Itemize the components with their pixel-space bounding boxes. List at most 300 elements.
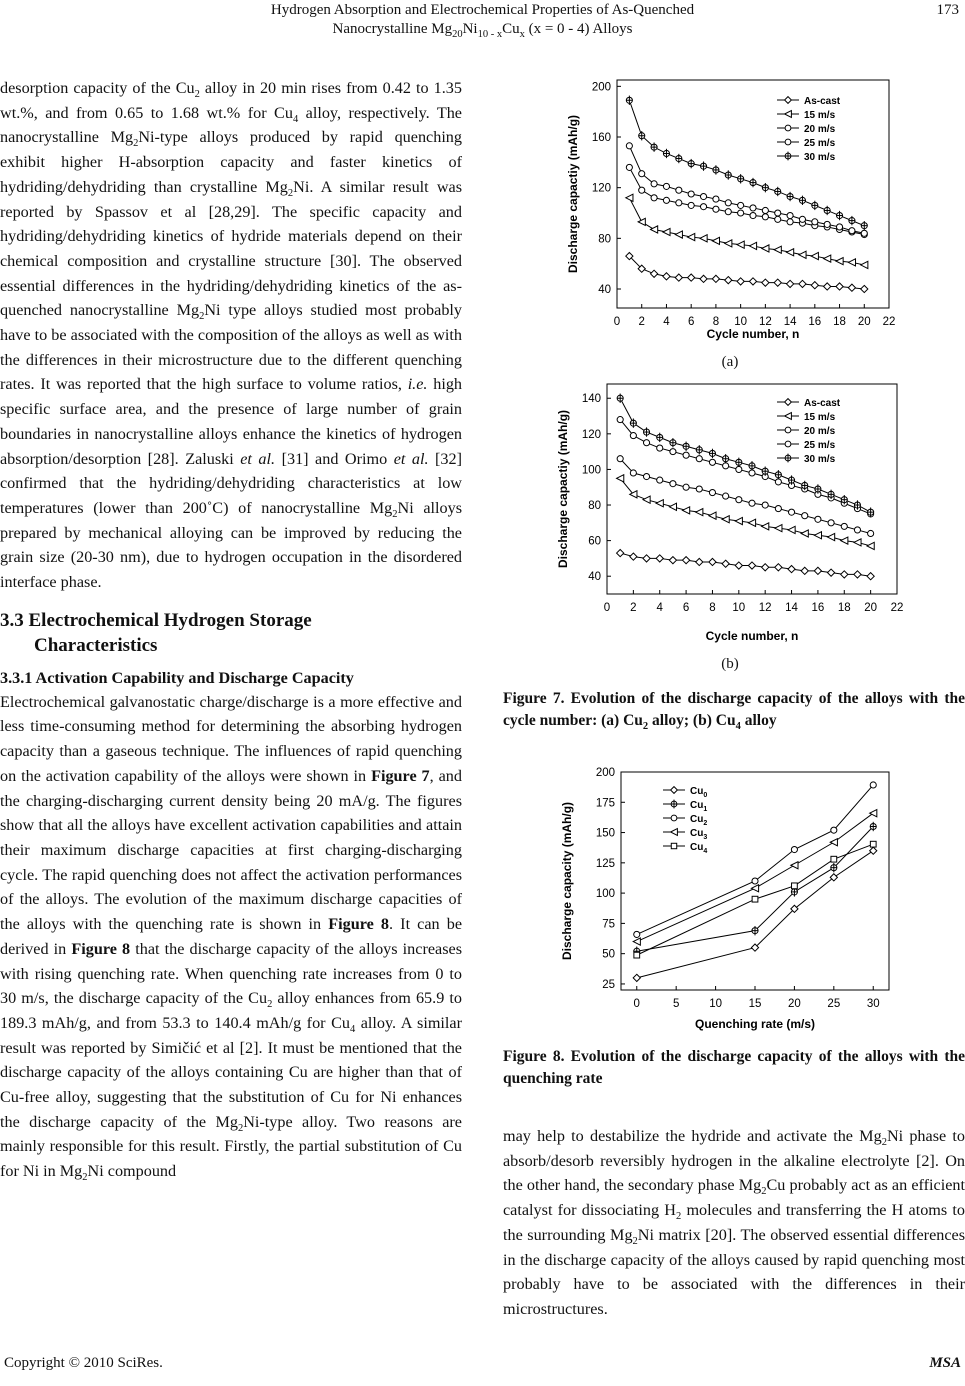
legend-marker [785,111,792,118]
data-point [670,449,676,455]
data-point [775,506,781,512]
data-point [709,512,716,519]
data-point [748,519,755,526]
data-point [630,553,637,560]
legend-marker [671,829,678,836]
x-tick-label: 12 [758,316,772,328]
data-point [854,571,861,578]
x-tick-label: 4 [656,602,663,614]
data-point [791,846,797,852]
data-point [688,274,695,281]
data-point [854,527,860,533]
data-point [713,165,719,174]
data-point [831,856,837,862]
x-tick-label: 22 [890,602,904,614]
legend-label: 15 m/s [804,412,836,423]
y-tick-label: 40 [588,571,601,584]
legend-label: 25 m/s [804,440,836,451]
data-point [634,952,640,958]
section-heading: 3.3 Electrochemical Hydrogen Storage Characteristics [0,609,312,656]
series-20-m-s [626,164,867,237]
data-point [867,542,874,549]
data-point [848,259,855,266]
data-point [663,273,670,280]
figure-7a-label: (a) [721,354,739,370]
data-point [725,200,731,206]
data-point [762,245,769,252]
data-point [651,181,657,187]
x-axis-label: Cycle number, n [705,629,799,643]
data-point [799,196,805,205]
data-point [827,569,834,576]
data-point [861,261,868,268]
legend-label: 30 m/s [804,454,836,465]
page-header [0,0,965,45]
data-point [736,458,742,467]
y-tick-label: 40 [598,284,611,296]
data-point [868,530,874,536]
data-point [713,196,719,202]
data-point [762,564,769,571]
data-point [617,549,624,556]
legend-marker [671,843,676,848]
data-point [861,230,867,236]
data-point [669,557,676,564]
data-point [750,212,756,218]
data-point [836,258,843,265]
data-point [811,252,818,259]
data-point [749,461,755,470]
data-point [799,216,805,222]
data-point [830,839,837,846]
data-point [633,938,640,945]
x-tick-label: 6 [687,316,695,328]
x-tick-label: 15 [748,998,762,1010]
x-tick-label: 0 [613,316,621,328]
data-point [775,479,781,485]
legend-marker [785,413,792,420]
data-point [656,500,663,507]
data-point [643,555,650,562]
figure-7b [555,378,905,655]
x-tick-label: 8 [712,316,720,328]
series-15-m-s [617,475,875,550]
y-tick-label: 200 [595,767,615,779]
data-point [786,249,793,256]
left-column [0,76,462,1184]
x-tick-label: 25 [827,998,841,1010]
series-line [637,785,873,934]
series-cu0 [633,847,877,981]
data-point [841,537,848,544]
data-point [657,477,663,483]
data-point [762,214,768,220]
data-point [870,822,876,831]
data-point [841,571,848,578]
data-point [670,438,676,447]
legend-marker [785,152,791,161]
legend-marker [671,787,678,794]
x-tick-label: 5 [672,998,680,1010]
series-30-m-s [617,394,874,517]
body-paragraph: desorption capacity of the $Cu_2$ alloy in 20 min rises from 0.42 to 1.35 wt.%, and from 0.65 to 1.68 wt.% for $Cu_4$ alloy, respectively. The nanocrystalline $Mg_2Ni$-type alloys produced by rapid quenching exhibit higher H-absorption capacity and faster kinetics of hydriding/dehydriding than crystalline $Mg_2Ni$. A similar result was reported by Spassov et al [28,29]. The specific capacity and hydriding/dehydriding kinetics of hydride materials depend on their chemical composition and crystalline structure [30]. The observed essential differences in the hydriding/dehydriding kinetics of the as-quenched nanocrystalline $Mg_2Ni$ type alloys studied most probably have to be associated with the composition of the alloys as well as with the differences in their microstructure due to the different quenching rates. It was reported that the high surface to volume ratios, i.e. high specific surface area, and the presence of large number of grain boundaries in nanocrystalline alloys enhance the kinetics of hydrogen absorption/desorption [28]. Zaluski et al. [31] and Orimo et al. [32] confirmed that the hydriding/dehydriding characteristics at low temperatures (lower than 200˚C) of nanocrystalline $Mg_2Ni$ alloys prepared by mechanical alloying can be improved by reducing the grain size (20-30 nm), due to hydrogen occupation in the disordered interface phase. [0,79,463,592]
y-tick-label: 100 [595,888,615,901]
legend-label: As-cast [804,96,841,107]
x-tick-label: 4 [663,316,670,328]
data-point [712,237,719,244]
data-point [836,224,842,230]
data-point [688,233,695,240]
legend-label: 20 m/s [804,124,836,135]
page-number: 173 [936,2,959,18]
data-point [696,509,703,516]
data-point [657,445,663,451]
data-point [709,489,715,495]
data-point [815,516,821,522]
running-title-line2: Nanocrystalline $Mg_{20}Ni_{10 - x}Cu_x$ (x = 0 - 4) Alloys [332,21,633,40]
data-point [775,564,782,571]
data-point [669,503,676,510]
data-point [725,240,732,247]
y-tick-label: 75 [602,918,615,931]
data-point [638,218,645,225]
y-tick-label: 80 [598,233,611,246]
data-point [748,562,755,569]
data-point [762,207,768,213]
data-point [841,523,847,529]
y-axis-label: Discharge capacity (mAh/g) [560,801,574,961]
data-point [639,171,645,177]
data-point [670,481,676,487]
data-point [749,278,756,285]
data-point [787,219,793,225]
data-point [750,205,756,211]
copyright: Copyright © 2010 SciRes. [4,1355,163,1371]
data-point [867,573,874,580]
data-point [762,279,769,286]
data-point [712,275,719,282]
body-paragraph: Electrochemical galvanostatic charge/discharge is a more effective and less time-consuming method for determining the absorbing hydrogen capacity than a gaseous technique. The influences of rapid quenching on the activation capability of the alloys were shown in Figure 7, and the charging-discharging current density being 20 mA/g. The figures show that all the alloys have excellent activation capabilities and attain their maximum discharge capacities at first charging-discharging cycle. The rapid quenching does not affect the activation performances of the alloys. The evolution of the maximum discharge capacities of the alloys with the quenching rate is shown in Figure 8. It can be derived in Figure 8 that the discharge capacity of the alloys increases with rising quenching rate. When quenching rate increases from 0 to 30 m/s, the discharge capacity of the $Cu_2$ alloy enhances from 65.9 to 189.3 mAh/g, and from 53.3 to 140.4 mAh/g for $Cu_4$ alloy. A similar result was reported by Simičić et al [2]. It must be mentioned that the discharge capacity of the alloys containing Cu are higher than that of Cu-free alloy, suggesting that the substitution of Cu for Ni enhances the discharge capacity of the $Mg_2Ni$-type alloy. Two reasons are mainly responsible for this result. Firstly, the partial substitution of Cu for Ni in $Mg_2Ni$ compound [0,692,463,1184]
data-point [650,270,657,277]
x-tick-label: 6 [682,602,690,614]
legend-label: 20 m/s [804,426,836,437]
data-point [643,496,650,503]
data-point [799,251,806,258]
data-point [617,456,623,462]
data-point [626,143,632,149]
data-point [736,497,742,503]
data-point [752,926,758,935]
data-point [675,231,682,238]
x-tick-label: 18 [837,602,851,614]
data-point [870,847,877,854]
data-point [824,221,830,227]
data-point [848,284,855,291]
data-point [824,283,831,290]
data-point [683,442,689,451]
data-point [828,520,834,526]
data-point [626,164,632,170]
series-cu4 [634,841,876,958]
data-point [651,195,657,201]
figure-7-caption: Figure 7. Evolution of the discharge capacity of the alloys with the cycle number: (a) $Cu_2$ alloy; (b) $Cu_4$ alloy [503,690,965,733]
data-point [683,484,689,490]
data-point [791,862,798,869]
y-tick-label: 25 [602,978,615,991]
data-point [749,500,755,506]
legend-label: 30 m/s [804,152,836,163]
data-point [737,241,744,248]
data-point [737,278,744,285]
legend-label: $Cu_2$ [690,814,708,827]
data-point [722,560,729,567]
data-point [663,228,670,235]
data-point [700,275,707,282]
data-point [775,187,781,196]
data-point [700,161,706,170]
data-point [696,486,702,492]
data-point [651,142,657,151]
series-cu2 [634,782,877,938]
legend-label: $Cu_3$ [690,828,708,841]
data-point [787,192,793,201]
legend-marker [671,815,677,821]
legend [777,398,841,465]
legend-marker [785,441,791,447]
series-as-cast [626,252,868,292]
data-point [643,473,649,479]
data-point [854,539,861,546]
data-point [750,178,756,187]
legend-label: $Cu_4$ [690,842,708,855]
data-point [722,516,729,523]
legend-label: 15 m/s [804,110,836,121]
data-point [723,454,729,463]
y-tick-label: 200 [591,81,611,94]
series-line [637,851,873,978]
legend-marker [785,125,791,131]
y-tick-label: 80 [588,500,601,513]
data-point [617,475,624,482]
legend-label: $Cu_0$ [690,786,708,799]
data-point [663,197,669,203]
x-tick-label: 14 [785,602,798,614]
legend [777,96,841,163]
data-point [700,235,707,242]
data-point [849,228,855,234]
data-point [774,279,781,286]
x-tick-label: 16 [808,316,822,328]
data-point [617,417,623,423]
data-point [735,562,742,569]
body-paragraph: may help to destabilize the hydride and activate the $Mg_2Ni$ phase to absorb/desorb reversibly hydrogen in the alkaline electrolyte [2]. On the other hand, the secondary phase $Mg_2Cu$ probably act as an efficient catalyst for dissociating $H_2$ molecules and transferring the H atoms to the surrounding $Mg_2Ni$ matrix [20]. The observed essential differences in the discharge capacity of the alloys caused by rapid quenching most probably have to be associated with the differences in their microstructures. [503,1127,965,1318]
data-point [775,210,781,216]
data-point [639,187,645,193]
data-point [870,782,876,788]
x-tick-label: 0 [603,602,611,614]
data-point [630,433,636,439]
data-point [663,183,669,189]
data-point [688,191,694,197]
x-tick-label: 0 [633,998,640,1010]
legend-label: $Cu_1$ [690,800,708,813]
data-point [723,463,729,469]
data-point [723,493,729,499]
chart-quenching-rate [555,760,900,1035]
y-axis-label: Discharge capactiy (mAh/g) [566,114,580,274]
data-point [736,466,742,472]
data-point [630,470,636,476]
data-point [749,242,756,249]
data-point [738,174,744,183]
data-point [870,841,876,847]
data-point [735,517,742,524]
data-point [792,883,798,889]
figure-8-caption: Figure 8. Evolution of the discharge capacity of the alloys with the quenching rate [503,1048,965,1087]
x-tick-label: 20 [857,316,871,328]
x-axis-label: Cycle number, n [706,327,800,341]
data-point [713,206,719,212]
data-point [657,433,663,442]
subsection-heading: 3.3.1 Activation Capability and Discharge Capacity [0,668,354,687]
data-point [626,194,633,201]
data-point [634,931,640,937]
data-point [827,533,834,540]
chart-cycle-cu4 [555,378,905,650]
data-point [812,219,818,225]
running-title-line1: Hydrogen Absorption and Electrochemical Properties of As-Quenched [270,2,695,18]
data-point [643,440,649,446]
y-tick-label: 160 [591,132,611,144]
data-point [709,459,715,465]
legend-label: As-cast [804,398,841,409]
x-tick-label: 8 [709,602,716,614]
y-tick-label: 120 [581,428,601,441]
y-tick-label: 125 [595,857,615,870]
data-point [675,274,682,281]
data-point [762,502,768,508]
data-point [676,200,682,206]
figure-7a [565,72,900,355]
data-point [688,159,694,168]
data-point [639,131,645,140]
chart-cycle-cu2 [565,72,900,350]
legend-marker [785,454,791,463]
data-point [762,523,769,530]
data-point [762,183,768,192]
figure-7b-label: (b) [721,656,739,672]
legend-marker [785,427,791,433]
data-point [682,507,689,514]
data-point [656,555,663,562]
data-point [802,513,808,519]
data-point [788,526,795,533]
data-point [725,277,732,284]
right-column-paragraph [503,1124,965,1322]
data-point [700,204,706,210]
x-axis-label: Quenching rate (m/s) [694,1017,816,1031]
data-point [814,567,821,574]
data-point [738,210,744,216]
data-point [676,187,682,193]
data-point [752,896,758,902]
x-tick-label: 22 [882,316,896,328]
x-tick-label: 20 [864,602,878,614]
x-tick-label: 14 [783,316,797,328]
data-point [861,221,867,230]
data-point [688,202,694,208]
x-tick-label: 16 [811,602,825,614]
data-point [633,974,640,981]
series-cu3 [633,810,877,946]
x-tick-label: 30 [866,998,880,1010]
data-point [801,530,808,537]
journal-name: MSA [929,1355,961,1371]
data-point [738,202,744,208]
data-point [709,558,716,565]
data-point [696,445,702,454]
data-point [683,452,689,458]
data-point [788,509,794,515]
data-point [725,170,731,179]
x-tick-label: 20 [788,998,801,1010]
legend [663,786,707,855]
x-tick-label: 2 [638,316,645,328]
series-15-m-s [626,194,868,268]
data-point [775,525,782,532]
data-point [812,201,818,210]
y-tick-label: 100 [581,464,601,477]
data-point [849,216,855,225]
data-point [786,280,793,287]
data-point [700,193,706,199]
data-point [752,878,758,884]
x-tick-label: 18 [833,316,846,328]
data-point [824,206,830,215]
legend-marker [671,800,677,809]
data-point [801,567,808,574]
data-point [787,212,793,218]
y-tick-label: 120 [591,182,611,195]
y-tick-label: 140 [581,393,601,406]
data-point [799,280,806,287]
y-tick-label: 50 [602,948,615,961]
legend-marker [785,139,791,145]
data-point [663,149,669,158]
data-point [774,246,781,253]
data-point [725,209,731,215]
x-tick-label: 12 [758,602,772,614]
x-tick-label: 10 [734,316,748,328]
y-tick-label: 175 [595,797,615,810]
legend-marker [785,97,792,104]
data-point [788,565,795,572]
data-point [682,557,689,564]
legend-marker [785,399,792,406]
data-point [836,211,842,220]
y-tick-label: 150 [595,827,615,840]
x-tick-label: 10 [709,998,722,1010]
data-point [775,470,781,479]
data-point [831,827,837,833]
y-axis-label: Discharge capactiy (mAh/g) [556,409,570,569]
data-point [861,285,868,292]
data-point [676,154,682,163]
data-point [814,532,821,539]
data-point [751,885,758,892]
data-point [811,282,818,289]
legend-label: 25 m/s [804,138,836,149]
